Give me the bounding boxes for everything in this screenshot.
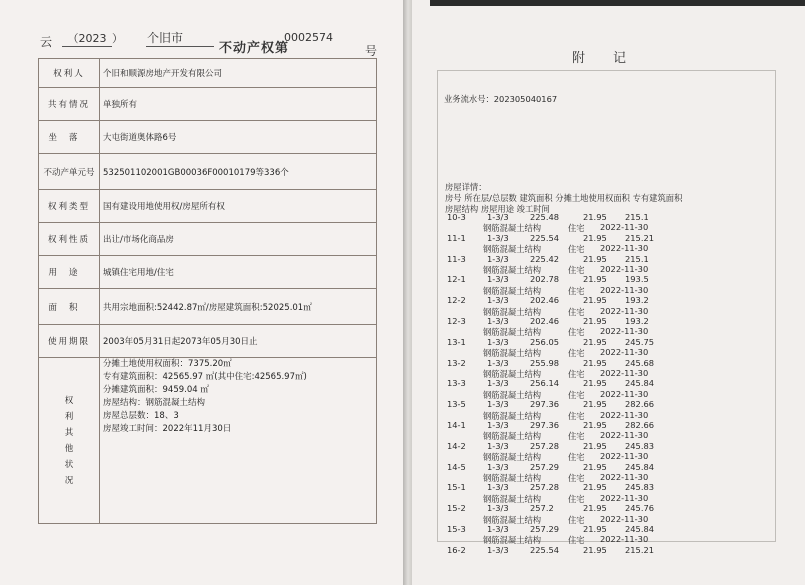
other-line: 房屋竣工时间：2022年11月30日 [103,424,232,434]
room-use: 住宅 [568,369,585,379]
header-title: 不动产权第 [219,41,290,56]
field-row [39,88,377,121]
room-land-area: 21.95 [583,316,607,326]
room-floors: 1-3/3 [487,336,509,347]
room-structure: 钢筋混凝土结构 [483,473,542,483]
field-row [39,59,377,88]
room-structure: 钢筋混凝土结构 [483,244,542,255]
field-row [39,256,377,289]
room-date: 2022-11-30 [600,326,649,337]
field-label: 面积 [39,289,100,325]
room-use: 住宅 [568,244,585,255]
room-number: 10-3 [447,212,466,222]
room-number: 11-3 [447,253,466,264]
room-structure: 钢筋混凝土结构 [483,493,542,504]
room-date: 2022-11-30 [600,472,649,482]
room-structure: 钢筋混凝土结构 [483,348,542,359]
field-label: 共有情况 [39,88,100,121]
room-date: 2022-11-30 [600,451,649,462]
annex-title: 附记 [572,51,655,66]
room-area: 297.36 [530,420,560,430]
room-floors: 1-3/3 [487,399,509,410]
room-area: 256.05 [530,336,560,347]
room-own-area: 193.2 [625,295,649,306]
room-land-area: 21.95 [583,253,607,264]
room-floors: 1-3/3 [487,378,509,389]
field-label: 权利性质 [39,223,100,256]
room-use: 住宅 [568,327,585,338]
room-floors: 1-3/3 [487,253,509,264]
room-number: 15-3 [447,524,466,534]
room-land-area: 21.95 [583,461,607,472]
room-floors: 1-3/3 [487,232,509,243]
field-value: 单独所有 [100,88,377,121]
room-number: 13-3 [447,378,466,389]
header-suffix: 号 [365,44,378,58]
room-structure: 钢筋混凝土结构 [483,306,542,317]
other-status-row [39,358,377,524]
room-use: 住宅 [568,535,585,546]
room-use: 住宅 [568,410,585,421]
room-date: 2022-11-30 [600,284,649,295]
room-area: 202.78 [530,274,560,285]
room-structure: 钢筋混凝土结构 [483,535,542,546]
room-land-area: 21.95 [583,440,607,451]
room-own-area: 245.84 [625,378,655,389]
room-land-area: 21.95 [583,232,607,243]
room-floors: 1-3/3 [487,524,509,534]
room-floors: 1-3/3 [487,461,509,472]
field-label: 坐落 [39,121,100,154]
header-city: 个旧市 [147,31,184,45]
field-row [39,289,377,325]
header-prefix: 云 [40,35,53,49]
room-floors: 1-3/3 [487,482,509,493]
room-use: 住宅 [568,452,585,463]
room-area: 202.46 [530,316,560,326]
field-label: 用途 [39,256,100,289]
field-row [39,121,377,154]
header-year [62,30,138,47]
room-area: 297.36 [530,399,560,410]
other-line: 房屋总层数：18、3 [103,411,179,421]
room-own-area: 245.83 [625,440,655,451]
room-land-area: 21.95 [583,378,607,389]
room-area: 202.46 [530,295,560,306]
room-area: 257.28 [530,482,560,493]
other-status-value [100,358,377,524]
room-area: 225.48 [530,212,560,222]
header-paren-close: ） [112,32,123,45]
field-label: 权利类型 [39,190,100,223]
room-date: 2022-11-30 [600,534,649,545]
room-date: 2022-11-30 [600,409,649,420]
room-number: 13-5 [447,399,466,410]
detail-header-line2: 房屋结构 房屋用途 竣工时间 [445,204,550,214]
field-value: 大屯街道奥体路6号 [100,121,377,154]
field-value: 共用宗地面积:52442.87㎡/房屋建筑面积:52025.01㎡ [100,289,377,325]
room-own-area: 215.21 [625,544,655,555]
room-floors: 1-3/3 [487,316,509,326]
room-land-area: 21.95 [583,544,607,555]
room-use: 住宅 [568,431,585,442]
room-own-area: 215.1 [625,253,649,264]
room-use: 住宅 [568,348,585,359]
header-number: 0002574 [284,31,333,44]
room-number: 14-2 [447,440,466,451]
other-status-label: 权利其他状况 [39,358,100,524]
room-own-area: 282.66 [625,420,655,430]
room-number: 15-1 [447,482,466,493]
serial-number: 业务流水号：202305040167 [444,94,558,104]
other-line: 专有建筑面积：42565.97 ㎡(其中住宅:42565.97㎡) [103,372,307,382]
room-number: 12-3 [447,316,466,326]
room-area: 225.54 [530,544,560,555]
certificate-table [38,58,377,524]
room-area: 225.54 [530,232,560,243]
field-value: 532501102001GB00036F00010179等336个 [100,154,377,190]
room-floors: 1-3/3 [487,420,509,430]
other-line: 房屋结构：钢筋混凝土结构 [103,398,206,408]
room-land-area: 21.95 [583,399,607,410]
room-land-area: 21.95 [583,420,607,430]
room-own-area: 245.68 [625,357,655,368]
detail-header-line1: 房号 所在层/总层数 建筑面积 分摊土地使用权面积 专有建筑面积 [445,193,683,203]
room-own-area: 215.21 [625,232,655,243]
room-date: 2022-11-30 [600,222,649,233]
room-date: 2022-11-30 [600,388,649,399]
room-use: 住宅 [568,265,585,275]
room-date: 2022-11-30 [600,430,649,441]
field-label: 权利人 [39,59,100,88]
room-area: 256.14 [530,378,560,389]
room-land-area: 21.95 [583,336,607,347]
room-number: 14-5 [447,461,466,472]
room-date: 2022-11-30 [600,368,649,378]
room-use: 住宅 [568,223,585,234]
field-row [39,223,377,256]
room-number: 11-1 [447,232,466,243]
room-structure: 钢筋混凝土结构 [483,223,542,234]
field-value: 2003年05月31日起2073年05月30日止 [100,325,377,358]
room-structure: 钢筋混凝土结构 [483,431,542,442]
room-area: 255.98 [530,357,560,368]
room-date: 2022-11-30 [600,243,649,254]
room-floors: 1-3/3 [487,212,509,222]
room-floors: 1-3/3 [487,440,509,451]
room-structure: 钢筋混凝土结构 [483,327,542,338]
room-own-area: 245.83 [625,482,655,493]
room-own-area: 282.66 [625,399,655,410]
room-use: 住宅 [568,473,585,483]
room-number: 14-1 [447,420,466,430]
field-value: 城镇住宅用地/住宅 [100,256,377,289]
room-structure: 钢筋混凝土结构 [483,285,542,296]
room-area: 257.2 [530,503,554,514]
other-line: 分摊土地使用权面积：7375.20㎡ [103,359,232,369]
room-land-area: 21.95 [583,212,607,222]
room-structure: 钢筋混凝土结构 [483,369,542,379]
room-floors: 1-3/3 [487,357,509,368]
room-land-area: 21.95 [583,524,607,534]
room-date: 2022-11-30 [600,264,649,274]
room-area: 257.29 [530,461,560,472]
room-land-area: 21.95 [583,295,607,306]
room-use: 住宅 [568,285,585,296]
room-land-area: 21.95 [583,357,607,368]
field-value: 个旧和顺源房地产开发有限公司 [100,59,377,88]
room-floors: 1-3/3 [487,544,509,555]
room-floors: 1-3/3 [487,503,509,514]
field-row [39,325,377,358]
room-date: 2022-11-30 [600,305,649,316]
room-number: 13-1 [447,336,466,347]
room-structure: 钢筋混凝土结构 [483,410,542,421]
room-land-area: 21.95 [583,503,607,514]
room-own-area: 193.2 [625,316,649,326]
top-edge-shadow [430,0,805,6]
room-own-area: 245.84 [625,461,655,472]
header-year-value: （2023 [62,30,112,47]
room-own-area: 245.84 [625,524,655,534]
room-structure: 钢筋混凝土结构 [483,452,542,463]
room-structure: 钢筋混凝土结构 [483,265,542,275]
room-own-area: 245.76 [625,503,655,514]
field-row [39,154,377,190]
field-value: 出让/市场化商品房 [100,223,377,256]
room-own-area: 245.75 [625,336,655,347]
room-number: 12-2 [447,295,466,306]
room-area: 225.42 [530,253,560,264]
room-date: 2022-11-30 [600,492,649,503]
room-structure: 钢筋混凝土结构 [483,389,542,400]
room-area: 257.29 [530,524,560,534]
field-label: 不动产单元号 [39,154,100,190]
field-value: 国有建设用地使用权/房屋所有权 [100,190,377,223]
room-use: 住宅 [568,514,585,525]
room-structure: 钢筋混凝土结构 [483,514,542,525]
field-row [39,190,377,223]
room-floors: 1-3/3 [487,274,509,285]
room-number: 13-2 [447,357,466,368]
room-date: 2022-11-30 [600,513,649,524]
room-date: 2022-11-30 [600,347,649,358]
other-line: 分摊建筑面积：9459.04 ㎡ [103,385,209,395]
room-area: 257.28 [530,440,560,451]
room-own-area: 193.5 [625,274,649,285]
header-city-underline [146,46,214,47]
room-own-area: 215.1 [625,212,649,222]
room-land-area: 21.95 [583,274,607,285]
room-use: 住宅 [568,306,585,317]
room-number: 16-2 [447,544,466,555]
room-floors: 1-3/3 [487,295,509,306]
room-number: 12-1 [447,274,466,285]
room-land-area: 21.95 [583,482,607,493]
detail-title: 房屋详情： [445,182,487,192]
room-use: 住宅 [568,493,585,504]
room-use: 住宅 [568,389,585,400]
room-number: 15-2 [447,503,466,514]
field-label: 使用期限 [39,325,100,358]
